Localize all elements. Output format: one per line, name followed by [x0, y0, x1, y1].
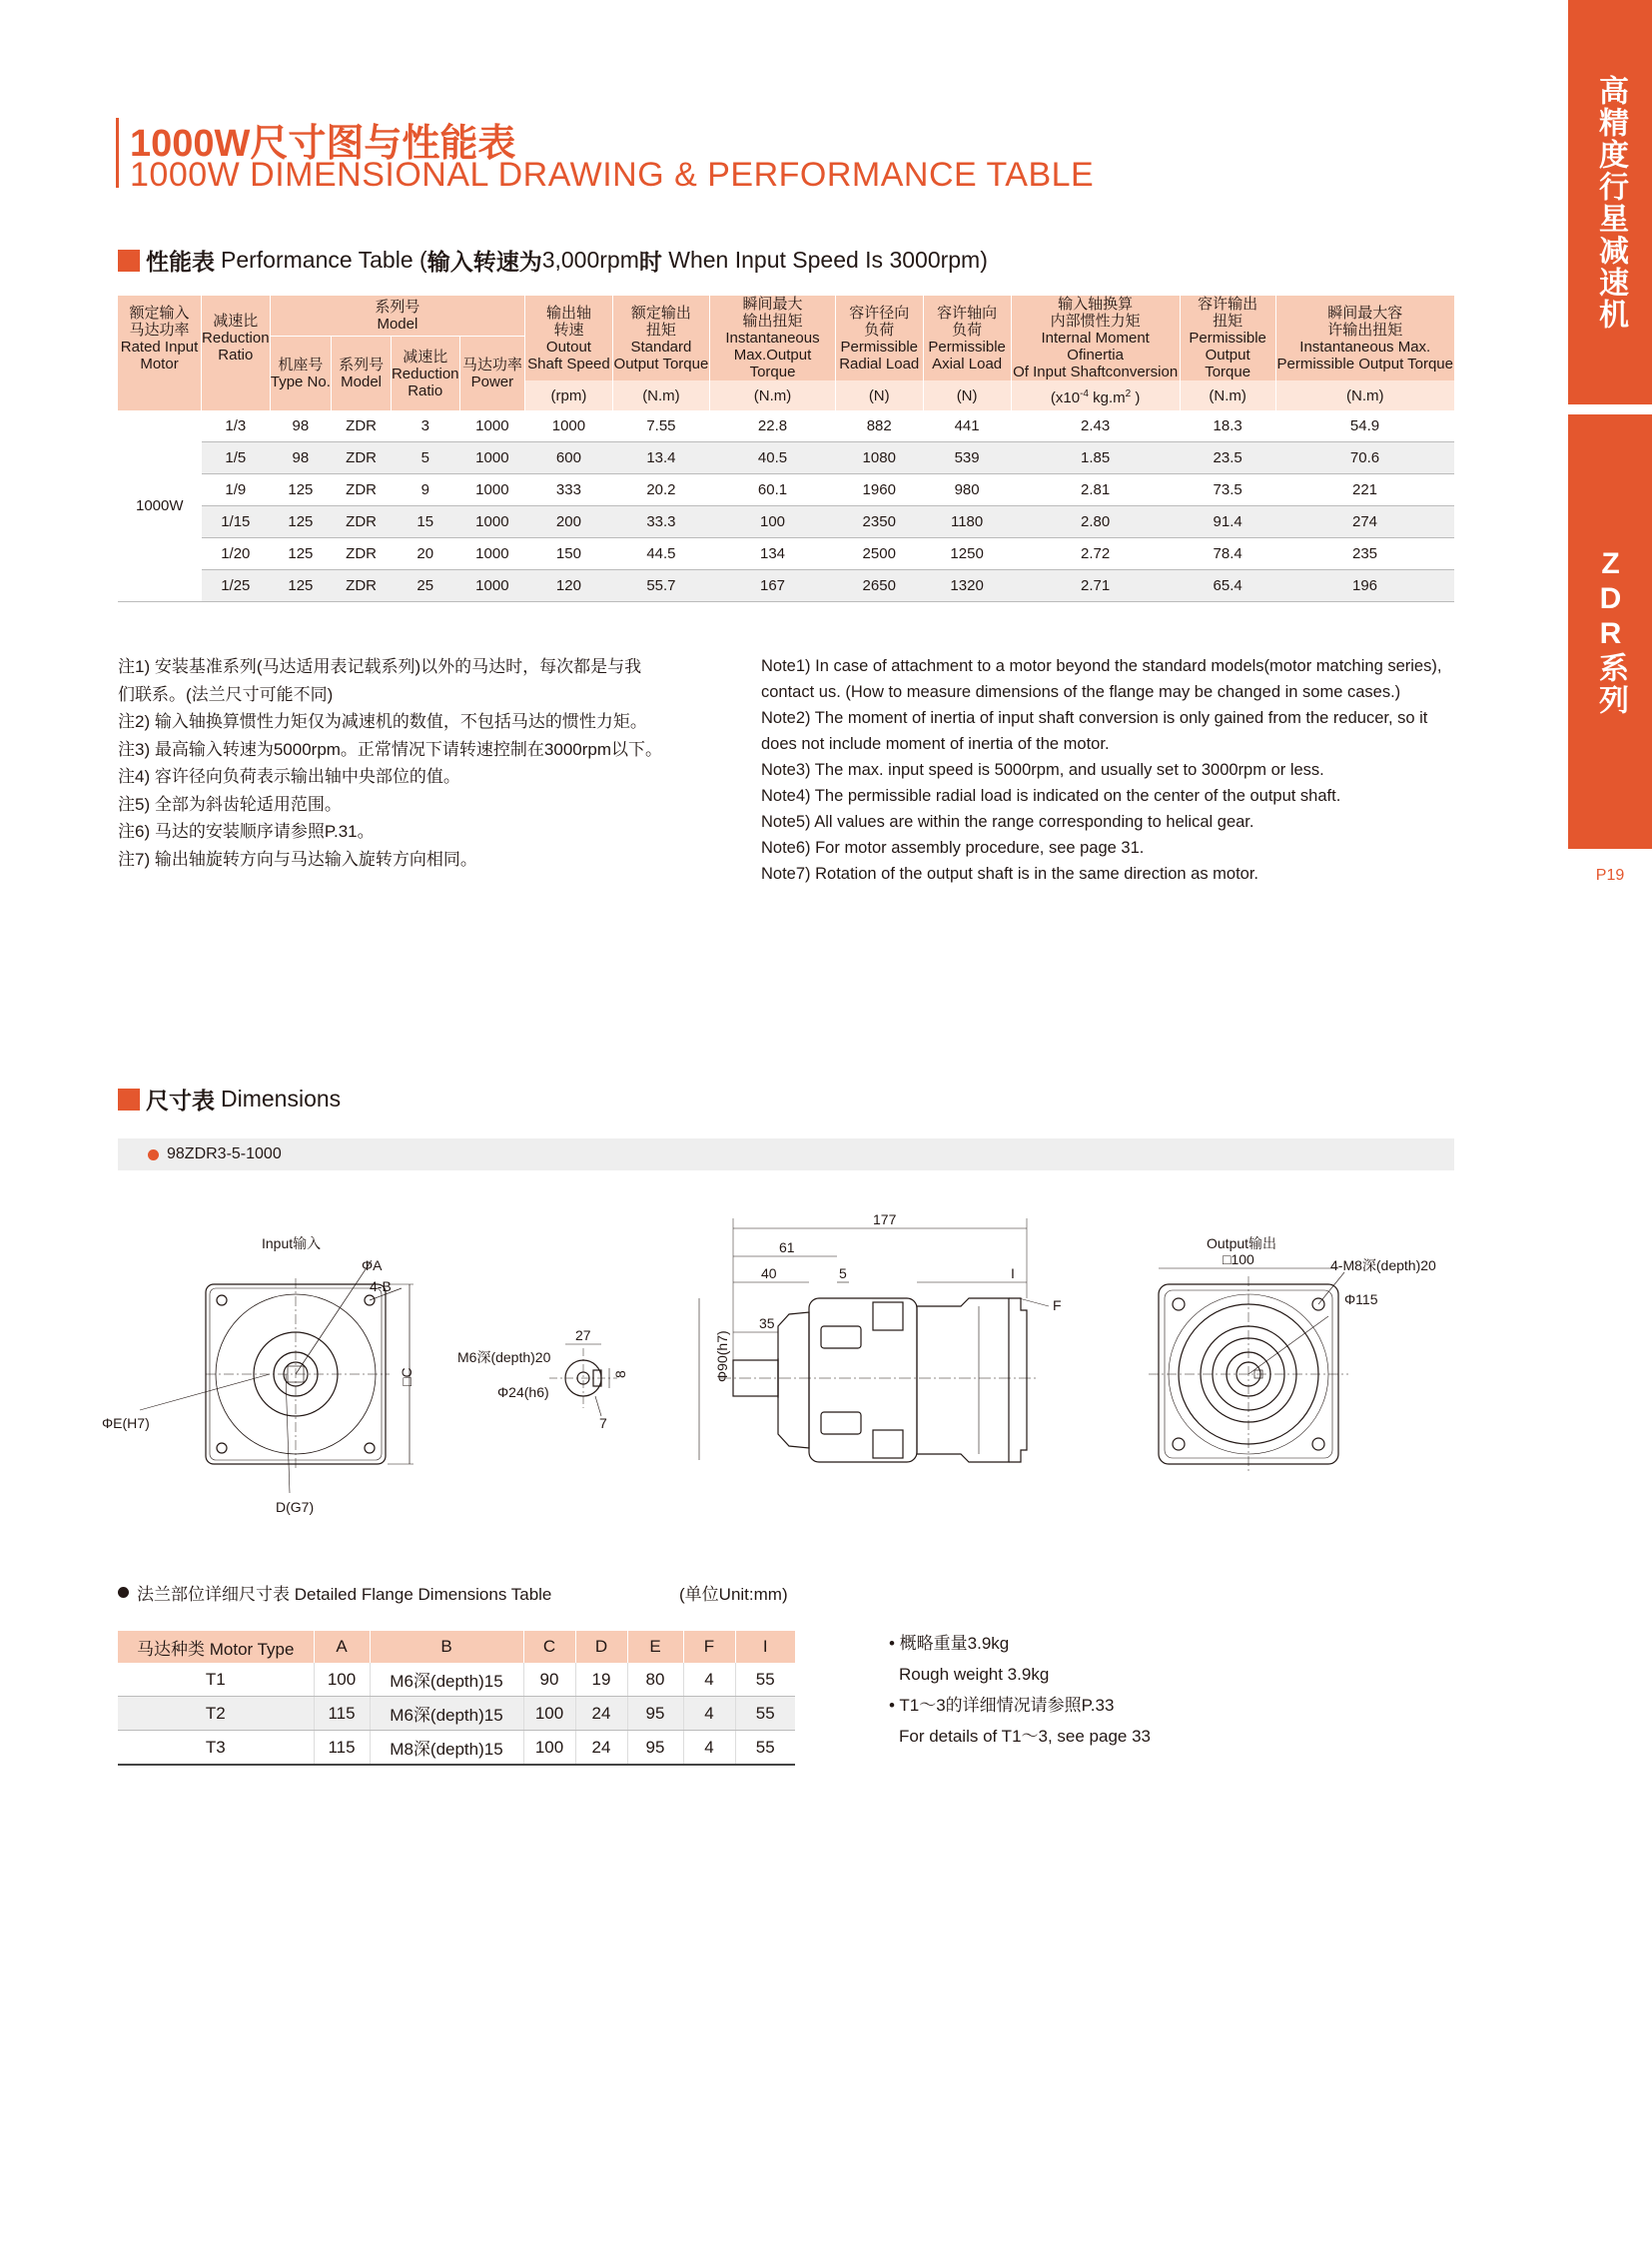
flange-header: E	[627, 1631, 683, 1663]
perf-cell: 15	[391, 506, 459, 538]
perf-cell: 235	[1275, 538, 1454, 570]
flange-header: 马达种类 Motor Type	[118, 1631, 314, 1663]
perf-cell: ZDR	[332, 506, 392, 538]
flange-cell: T2	[118, 1697, 314, 1731]
perf-cell: 44.5	[612, 538, 710, 570]
perf-cell: 200	[525, 506, 612, 538]
perf-cell: 1/3	[202, 410, 271, 442]
label-m6-depth: M6深(depth)20	[457, 1349, 551, 1365]
flange-cell: M8深(depth)15	[370, 1731, 523, 1766]
side-tab-series-label: ZDR系列	[1594, 547, 1627, 716]
perf-cell: 980	[923, 474, 1011, 506]
side-tab-product-label: 高精度行星减速机	[1594, 74, 1627, 331]
th-units-blank-2	[202, 380, 271, 410]
perf-cell: 5	[391, 442, 459, 474]
perf-cell: 125	[270, 506, 332, 538]
unit-radial: (N)	[835, 380, 923, 410]
perf-cell: 100	[710, 506, 836, 538]
flange-header: B	[370, 1631, 523, 1663]
perf-cell: 78.4	[1180, 538, 1275, 570]
perf-cell: 40.5	[710, 442, 836, 474]
flange-header: D	[575, 1631, 627, 1663]
perf-cell: 1000	[459, 442, 525, 474]
flange-cell: 115	[314, 1731, 370, 1766]
dims-section-heading	[118, 1083, 341, 1116]
perf-cell: 2.81	[1011, 474, 1180, 506]
th-radial-load: 容许径向 负荷 Permissible Radial Load	[835, 296, 923, 380]
perf-row	[118, 410, 1454, 442]
th-inst-permissible-torque: 瞬间最大容 许输出扭矩 Instantaneous Max. Permissible Output Torque	[1275, 296, 1454, 380]
label-dim61: 61	[779, 1239, 795, 1255]
label-sq-c: □C	[399, 1367, 414, 1386]
perf-cell: 1250	[923, 538, 1011, 570]
output-flange-view	[1149, 1268, 1348, 1472]
perf-cell: 134	[710, 538, 836, 570]
perf-cell: 2500	[835, 538, 923, 570]
perf-cell: 23.5	[1180, 442, 1275, 474]
input-flange-view	[140, 1260, 413, 1493]
perf-cell: 7.55	[612, 410, 710, 442]
flange-cell: 100	[314, 1663, 370, 1697]
perf-row	[118, 442, 1454, 474]
flange-cell: 19	[575, 1663, 627, 1697]
perf-cell: 2.43	[1011, 410, 1180, 442]
perf-cell: 167	[710, 570, 836, 602]
th-reduction-sub: 减速比 Reduction Ratio	[391, 337, 459, 411]
perf-cell: 882	[835, 410, 923, 442]
flange-header: A	[314, 1631, 370, 1663]
th-type-no: 机座号 Type No.	[270, 337, 332, 411]
flange-cell: 95	[627, 1731, 683, 1766]
th-units-blank-1	[118, 380, 202, 410]
unit-inertia: ($x10^{-4}$ $kg.m^2$ )	[1011, 380, 1180, 410]
flange-cell: 90	[523, 1663, 575, 1697]
flange-cell: 100	[523, 1731, 575, 1766]
perf-cell: 73.5	[1180, 474, 1275, 506]
flange-row	[118, 1663, 795, 1697]
flange-row	[118, 1697, 795, 1731]
th-permissible-torque: 容许输出 扭矩 Permissible Output Torque	[1180, 296, 1275, 380]
perf-cell: 20	[391, 538, 459, 570]
perf-cell: 221	[1275, 474, 1454, 506]
th-max-output-torque: 瞬间最大 输出扭矩 Instantaneous Max.Output Torque	[710, 296, 836, 380]
bullet-dot-icon	[148, 1149, 159, 1160]
flange-cell: 4	[683, 1663, 735, 1697]
label-dim5: 5	[839, 1265, 847, 1281]
perf-cell: 1/15	[202, 506, 271, 538]
flange-table-heading	[118, 1580, 551, 1605]
rated-power-cell: 1000W	[118, 410, 202, 602]
perf-heading-rpm: 3,000rpm	[541, 247, 639, 273]
dimensional-drawing	[102, 1198, 1468, 1538]
shaft-end-view	[549, 1344, 617, 1416]
label-dim27: 27	[575, 1327, 591, 1343]
perf-cell: 22.8	[710, 410, 836, 442]
perf-cell: 125	[270, 474, 332, 506]
perf-cell: 1/25	[202, 570, 271, 602]
unit-perm-torque: (N.m)	[1180, 380, 1275, 410]
th-inertia: 输入轴换算 内部惯性力矩 Internal Moment Ofinertia Of Input Shaftconversion	[1011, 296, 1180, 380]
flange-unit: (单位Unit:mm)	[679, 1585, 788, 1604]
perf-cell: 1320	[923, 570, 1011, 602]
label-dim177: 177	[873, 1211, 897, 1227]
page-title-cn: 1000W尺寸图与性能表	[130, 123, 516, 165]
perf-cell: 125	[270, 538, 332, 570]
flange-cell: M6深(depth)15	[370, 1697, 523, 1731]
perf-cell: 98	[270, 442, 332, 474]
perf-cell: 1000	[459, 474, 525, 506]
perf-cell: 98	[270, 410, 332, 442]
heading-square-icon	[118, 1089, 140, 1111]
label-dim8: 8	[612, 1370, 628, 1378]
perf-cell: 2.72	[1011, 538, 1180, 570]
perf-cell: 55.7	[612, 570, 710, 602]
perf-cell: ZDR	[332, 474, 392, 506]
perf-cell: 65.4	[1180, 570, 1275, 602]
perf-cell: 2650	[835, 570, 923, 602]
perf-cell: 1/9	[202, 474, 271, 506]
flange-cell: T1	[118, 1663, 314, 1697]
perf-cell: 441	[923, 410, 1011, 442]
perf-cell: 60.1	[710, 474, 836, 506]
perf-row	[118, 538, 1454, 570]
notes-cn: 注1) 安装基准系列(马达适用表记载系列)以外的马达时，每次都是与我 们联系。(法兰尺寸可能不同) 注2) 输入轴换算惯性力矩仅为减速机的数值，不包括马达的惯性力矩。 注3) 最高输入转速为5000rpm。正常情况下请转速控制在3000rpm以下。 注4) 容许径向负荷表示输出轴中央部位的值。 注5) 全部为斜齿轮适用范围。 注6) 马达的安装顺序请参照P.31。 注7) 输出轴旋转方向与马达输入旋转方向相同。	[118, 657, 663, 869]
title-accent-bar	[116, 118, 119, 188]
label-dim-f: F	[1053, 1297, 1062, 1313]
perf-row	[118, 506, 1454, 538]
perf-cell: 2.71	[1011, 570, 1180, 602]
details-cn: • T1～3的详细情况请参照P.33	[889, 1696, 1115, 1715]
label-sq100: □100	[1223, 1251, 1254, 1267]
perf-cell: 91.4	[1180, 506, 1275, 538]
side-tab-series	[1568, 414, 1652, 849]
perf-cell: 3	[391, 410, 459, 442]
flange-cell: 4	[683, 1731, 735, 1766]
flange-cell: 55	[735, 1663, 795, 1697]
weight-en: Rough weight 3.9kg	[899, 1665, 1050, 1684]
flange-title: 法兰部位详细尺寸表 Detailed Flange Dimensions Table	[137, 1585, 552, 1604]
unit-maxtorque: (N.m)	[710, 380, 836, 410]
flange-cell: M6深(depth)15	[370, 1663, 523, 1697]
flange-cell: 115	[314, 1697, 370, 1731]
perf-cell: 274	[1275, 506, 1454, 538]
perf-cell: 1180	[923, 506, 1011, 538]
perf-cell: 1000	[459, 410, 525, 442]
flange-header: I	[735, 1631, 795, 1663]
perf-cell: 333	[525, 474, 612, 506]
unit-axial: (N)	[923, 380, 1011, 410]
perf-cell: 9	[391, 474, 459, 506]
label-dim40: 40	[761, 1265, 777, 1281]
perf-cell: 1.85	[1011, 442, 1180, 474]
perf-heading-cn: 性能表	[146, 249, 215, 275]
dims-heading-en: Dimensions	[221, 1086, 342, 1112]
model-code: 98ZDR3-5-1000	[167, 1145, 282, 1162]
page-title-en: 1000W DIMENSIONAL DRAWING & PERFORMANCE TABLE	[130, 156, 1095, 194]
flange-row	[118, 1731, 795, 1766]
label-input: Input输入	[262, 1235, 322, 1251]
perf-heading-cn3: 时	[638, 249, 662, 275]
perf-cell: 2350	[835, 506, 923, 538]
flange-cell: 24	[575, 1731, 627, 1766]
flange-cell: 100	[523, 1697, 575, 1731]
flange-cell: 4	[683, 1697, 735, 1731]
label-dim-i: I	[1011, 1265, 1015, 1281]
perf-cell: 1080	[835, 442, 923, 474]
details-en: For details of T1～3, see page 33	[899, 1727, 1152, 1746]
dims-heading-cn: 尺寸表	[146, 1088, 215, 1114]
label-d-g7: D(G7)	[276, 1499, 315, 1515]
perf-cell: ZDR	[332, 570, 392, 602]
th-model-sub: 系列号 Model	[332, 337, 392, 411]
perf-cell: 2.80	[1011, 506, 1180, 538]
perf-cell: 1000	[525, 410, 612, 442]
perf-cell: ZDR	[332, 410, 392, 442]
label-phi-a: ΦA	[362, 1257, 383, 1273]
heading-square-icon	[118, 250, 140, 272]
perf-cell: 120	[525, 570, 612, 602]
perf-cell: ZDR	[332, 538, 392, 570]
unit-inst-perm: (N.m)	[1275, 380, 1454, 410]
perf-cell: 25	[391, 570, 459, 602]
unit-torque: (N.m)	[612, 380, 710, 410]
perf-section-heading	[118, 244, 988, 277]
perf-heading-en2: When Input Speed Is 3000rpm)	[661, 247, 988, 273]
flange-cell: 95	[627, 1697, 683, 1731]
perf-cell: 1000	[459, 506, 525, 538]
flange-cell: 55	[735, 1731, 795, 1766]
notes-en: Note1) In case of attachment to a motor beyond the standard models(motor matching series), contact us. (How to measure dimensions of the flange may be changed in some cases.) Note2) The moment of inertia of input shaft conversion is only gained from the reducer, so it does not include moment of inertia of the motor. Note3) The max. input speed is 5000rpm, and usually set to 3000rpm or less. Note4) The permissible radial load is indicated on the center of the output shaft. Note5) All values are within the range corresponding to helical gear. Note6) For motor assembly procedure, see page 31. Note7) Rotation of the output shaft is in the same direction as motor.	[761, 657, 1442, 883]
th-output-torque: 额定输出 扭矩 Standard Output Torque	[612, 296, 710, 380]
page-number: P19	[1595, 867, 1625, 884]
perf-cell: 18.3	[1180, 410, 1275, 442]
perf-cell: 33.3	[612, 506, 710, 538]
perf-cell: 1/20	[202, 538, 271, 570]
weight-cn: • 概略重量3.9kg	[889, 1634, 1010, 1653]
th-power: 马达功率 Power	[459, 337, 525, 411]
model-bar	[118, 1138, 1454, 1170]
label-m8-depth: 4-M8深(depth)20	[1330, 1257, 1436, 1273]
label-dim35: 35	[759, 1315, 775, 1331]
perf-cell: 539	[923, 442, 1011, 474]
perf-heading-en: Performance Table (	[221, 247, 427, 273]
flange-cell: T3	[118, 1731, 314, 1766]
th-rated-input: 额定输入 马达功率 Rated Input Motor	[118, 296, 202, 380]
perf-row	[118, 570, 1454, 602]
label-phi90: Φ90(h7)	[714, 1330, 730, 1382]
label-phi115: Φ115	[1344, 1291, 1378, 1307]
bullet-dot-icon	[118, 1587, 129, 1598]
perf-cell: 13.4	[612, 442, 710, 474]
label-phi-e: ΦE(H7)	[102, 1415, 150, 1431]
label-dim7: 7	[599, 1415, 607, 1431]
label-4b: 4-B	[370, 1278, 392, 1294]
flange-dimensions-table	[118, 1631, 795, 1766]
flange-cell: 24	[575, 1697, 627, 1731]
gearbox-side-view	[699, 1218, 1049, 1462]
perf-cell: 150	[525, 538, 612, 570]
perf-heading-cn2: 输入转速为	[426, 249, 542, 275]
th-shaft-speed: 输出轴 转速 Outout Shaft Speed	[525, 296, 612, 380]
unit-speed: (rpm)	[525, 380, 612, 410]
th-model: 系列号 Model	[270, 296, 525, 337]
perf-cell: 1000	[459, 538, 525, 570]
weight-notes	[889, 1628, 1151, 1752]
flange-cell: 80	[627, 1663, 683, 1697]
side-tab-product	[1568, 0, 1652, 404]
perf-cell: 54.9	[1275, 410, 1454, 442]
perf-row	[118, 474, 1454, 506]
label-phi24: Φ24(h6)	[497, 1384, 549, 1400]
perf-cell: 1960	[835, 474, 923, 506]
flange-header: F	[683, 1631, 735, 1663]
perf-cell: 600	[525, 442, 612, 474]
perf-cell: 1/5	[202, 442, 271, 474]
perf-cell: 125	[270, 570, 332, 602]
perf-cell: 70.6	[1275, 442, 1454, 474]
perf-cell: 1000	[459, 570, 525, 602]
performance-table	[118, 296, 1454, 602]
label-output: Output输出	[1207, 1235, 1277, 1251]
th-reduction-ratio: 减速比 Reduction Ratio	[202, 296, 271, 380]
flange-cell: 55	[735, 1697, 795, 1731]
perf-cell: 20.2	[612, 474, 710, 506]
th-axial-load: 容许轴向 负荷 Permissible Axial Load	[923, 296, 1011, 380]
perf-cell: 196	[1275, 570, 1454, 602]
perf-cell: ZDR	[332, 442, 392, 474]
flange-header: C	[523, 1631, 575, 1663]
